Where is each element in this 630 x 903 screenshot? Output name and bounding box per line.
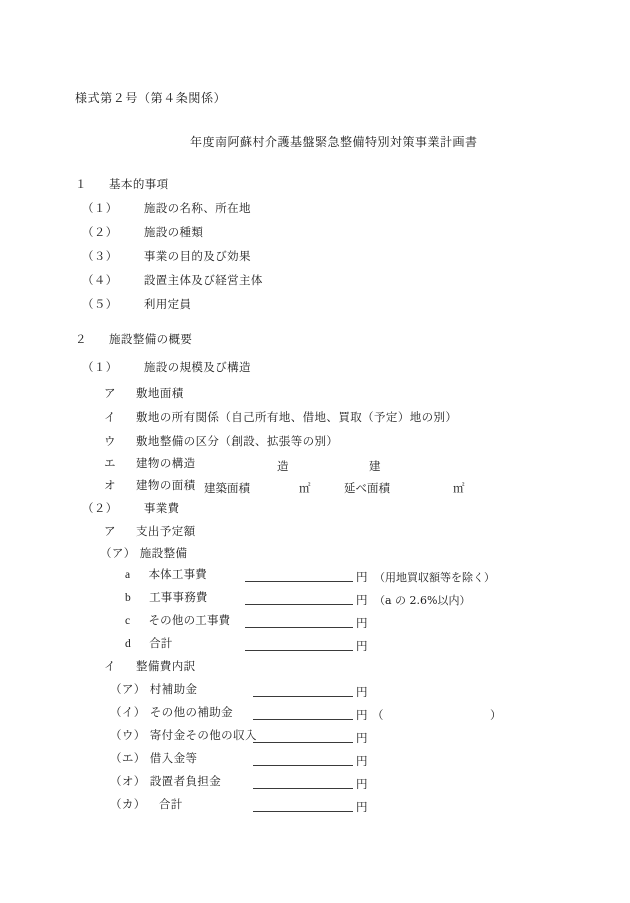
expenditure-unit: 円 <box>356 639 368 653</box>
item-2-a-marker: ア <box>104 386 116 400</box>
item-1-3-label: 事業の目的及び効果 <box>143 249 251 263</box>
expenditure-row-marker: a <box>125 569 131 581</box>
item-1-2-marker: （２） <box>82 225 118 239</box>
breakdown-row-marker: （カ） <box>110 797 146 811</box>
expenditure-row-label: その他の工事費 <box>148 613 231 627</box>
item-2-d-label: 建物の構造 <box>136 456 196 470</box>
expenditure-unit: 円 <box>356 593 368 607</box>
item-2-a-label: 敷地面積 <box>136 386 184 400</box>
expenditure-row-label: 合計 <box>149 636 173 650</box>
section-1-heading <box>75 179 169 191</box>
item-2-e <box>104 480 196 492</box>
breakdown-amount-input[interactable] <box>253 707 353 720</box>
item-2-c-marker: ウ <box>104 434 116 448</box>
item-breakdown-marker: イ <box>104 659 116 673</box>
breakdown-row <box>110 753 197 765</box>
item-1-5 <box>82 299 191 311</box>
breakdown-amount-input[interactable] <box>253 730 353 743</box>
breakdown-row-label: 合計 <box>158 797 183 811</box>
item-1-1-label: 施設の名称、所在地 <box>143 201 251 215</box>
item-2-b <box>104 412 457 424</box>
item-facility-maintenance <box>100 548 187 560</box>
expenditure-note: （a の 2.6%以内） <box>374 594 471 607</box>
item-2-2-label: 事業費 <box>143 501 180 515</box>
section-1-number: １ <box>75 177 87 191</box>
breakdown-row-label: その他の補助金 <box>149 705 234 719</box>
breakdown-row-label: 設置者負担金 <box>149 774 222 788</box>
breakdown-row-marker: （オ） <box>110 774 146 788</box>
item-2-b-marker: イ <box>104 410 116 424</box>
expenditure-unit: 円 <box>356 570 368 584</box>
item-expenditure-label: 支出予定額 <box>136 524 196 538</box>
item-2-1 <box>82 362 251 374</box>
item-1-4-label: 設置主体及び経営主体 <box>143 273 263 287</box>
item-2-2 <box>82 503 180 515</box>
total-area-unit: ㎡ <box>453 481 465 495</box>
expenditure-row-marker: d <box>125 638 131 650</box>
item-facility-maintenance-marker: （ア） <box>100 546 136 560</box>
item-2-c-label: 敷地整備の区分（創設、拡張等の別） <box>136 434 339 448</box>
expenditure-row <box>125 569 207 582</box>
item-2-d <box>104 458 196 470</box>
item-breakdown-label: 整備費内訳 <box>136 659 196 673</box>
expenditure-row-marker: b <box>125 592 131 604</box>
item-1-5-marker: （５） <box>82 297 118 311</box>
breakdown-row-label: 寄付金その他の収入 <box>149 728 257 742</box>
breakdown-unit: 円 <box>356 800 368 814</box>
item-2-d-marker: エ <box>104 456 116 470</box>
breakdown-unit: 円 <box>356 731 368 745</box>
breakdown-row <box>110 799 183 811</box>
item-1-3 <box>82 251 251 263</box>
breakdown-unit: 円 <box>356 777 368 791</box>
item-facility-maintenance-label: 施設整備 <box>139 546 188 560</box>
document-title: 年度南阿蘇村介護基盤緊急整備特別対策事業計画書 <box>190 135 478 149</box>
expenditure-amount-input[interactable] <box>245 569 353 582</box>
item-1-2 <box>82 227 203 239</box>
item-2-2-marker: （２） <box>82 501 118 515</box>
item-breakdown-heading <box>104 661 196 673</box>
expenditure-row-marker: c <box>125 615 131 627</box>
breakdown-row-label: 借入金等 <box>149 751 198 765</box>
breakdown-row <box>110 776 221 788</box>
section-2-title: 施設整備の概要 <box>109 332 193 346</box>
expenditure-row-label: 工事事務費 <box>149 590 208 604</box>
breakdown-row-marker: （エ） <box>110 751 146 765</box>
item-1-4-marker: （４） <box>82 273 118 287</box>
item-1-1 <box>82 203 251 215</box>
item-2-e-marker: オ <box>104 478 116 492</box>
item-1-2-label: 施設の種類 <box>143 225 204 239</box>
breakdown-source-paren-close: ） <box>490 708 502 722</box>
breakdown-row-marker: （イ） <box>110 705 146 719</box>
section-2-heading <box>75 334 192 346</box>
expenditure-unit: 円 <box>356 616 368 630</box>
building-area-label: 建築面積 <box>204 481 250 495</box>
item-2-c <box>104 436 338 448</box>
item-2-1-label: 施設の規模及び構造 <box>143 360 251 374</box>
breakdown-amount-input[interactable] <box>253 753 353 766</box>
item-expenditure-heading <box>104 526 196 538</box>
item-expenditure-marker: ア <box>104 524 116 538</box>
breakdown-row-marker: （ア） <box>110 682 146 696</box>
item-1-3-marker: （３） <box>82 249 118 263</box>
item-2-e-label: 建物の面積 <box>136 478 196 492</box>
expenditure-row <box>125 615 230 628</box>
form-number: 様式第２号（第４条関係） <box>75 91 227 105</box>
item-2-a <box>104 388 184 400</box>
building-area-unit: ㎡ <box>299 481 311 495</box>
breakdown-row <box>110 707 233 719</box>
expenditure-note: （用地買収額等を除く） <box>374 571 495 584</box>
section-1-title: 基本的事項 <box>109 177 169 191</box>
section-2-number: ２ <box>75 332 87 346</box>
expenditure-row <box>125 638 173 651</box>
expenditure-row-label: 本体工事費 <box>148 567 207 581</box>
expenditure-amount-input[interactable] <box>245 592 353 605</box>
item-1-5-label: 利用定員 <box>143 297 192 311</box>
breakdown-unit: 円 <box>356 754 368 768</box>
item-2-1-marker: （１） <box>82 360 118 374</box>
breakdown-amount-input[interactable] <box>253 799 353 812</box>
expenditure-row <box>125 592 208 605</box>
breakdown-amount-input[interactable] <box>253 776 353 789</box>
structure-suffix-zou: 造 <box>277 459 289 473</box>
breakdown-unit: 円 <box>356 685 368 699</box>
expenditure-amount-input[interactable] <box>245 638 353 651</box>
structure-suffix-ken: 建 <box>369 459 381 473</box>
breakdown-amount-input[interactable] <box>253 684 353 697</box>
breakdown-source-paren-open: （ <box>372 708 384 722</box>
breakdown-row-marker: （ウ） <box>110 728 146 742</box>
total-area-label: 延べ面積 <box>344 481 390 495</box>
item-1-4 <box>82 275 263 287</box>
breakdown-row-label: 村補助金 <box>149 682 198 696</box>
expenditure-amount-input[interactable] <box>245 615 353 628</box>
item-2-b-label: 敷地の所有関係（自己所有地、借地、買取（予定）地の別） <box>136 410 458 424</box>
breakdown-unit: 円 <box>356 708 368 722</box>
item-1-1-marker: （１） <box>82 201 118 215</box>
breakdown-row <box>110 684 197 696</box>
breakdown-row <box>110 730 257 742</box>
